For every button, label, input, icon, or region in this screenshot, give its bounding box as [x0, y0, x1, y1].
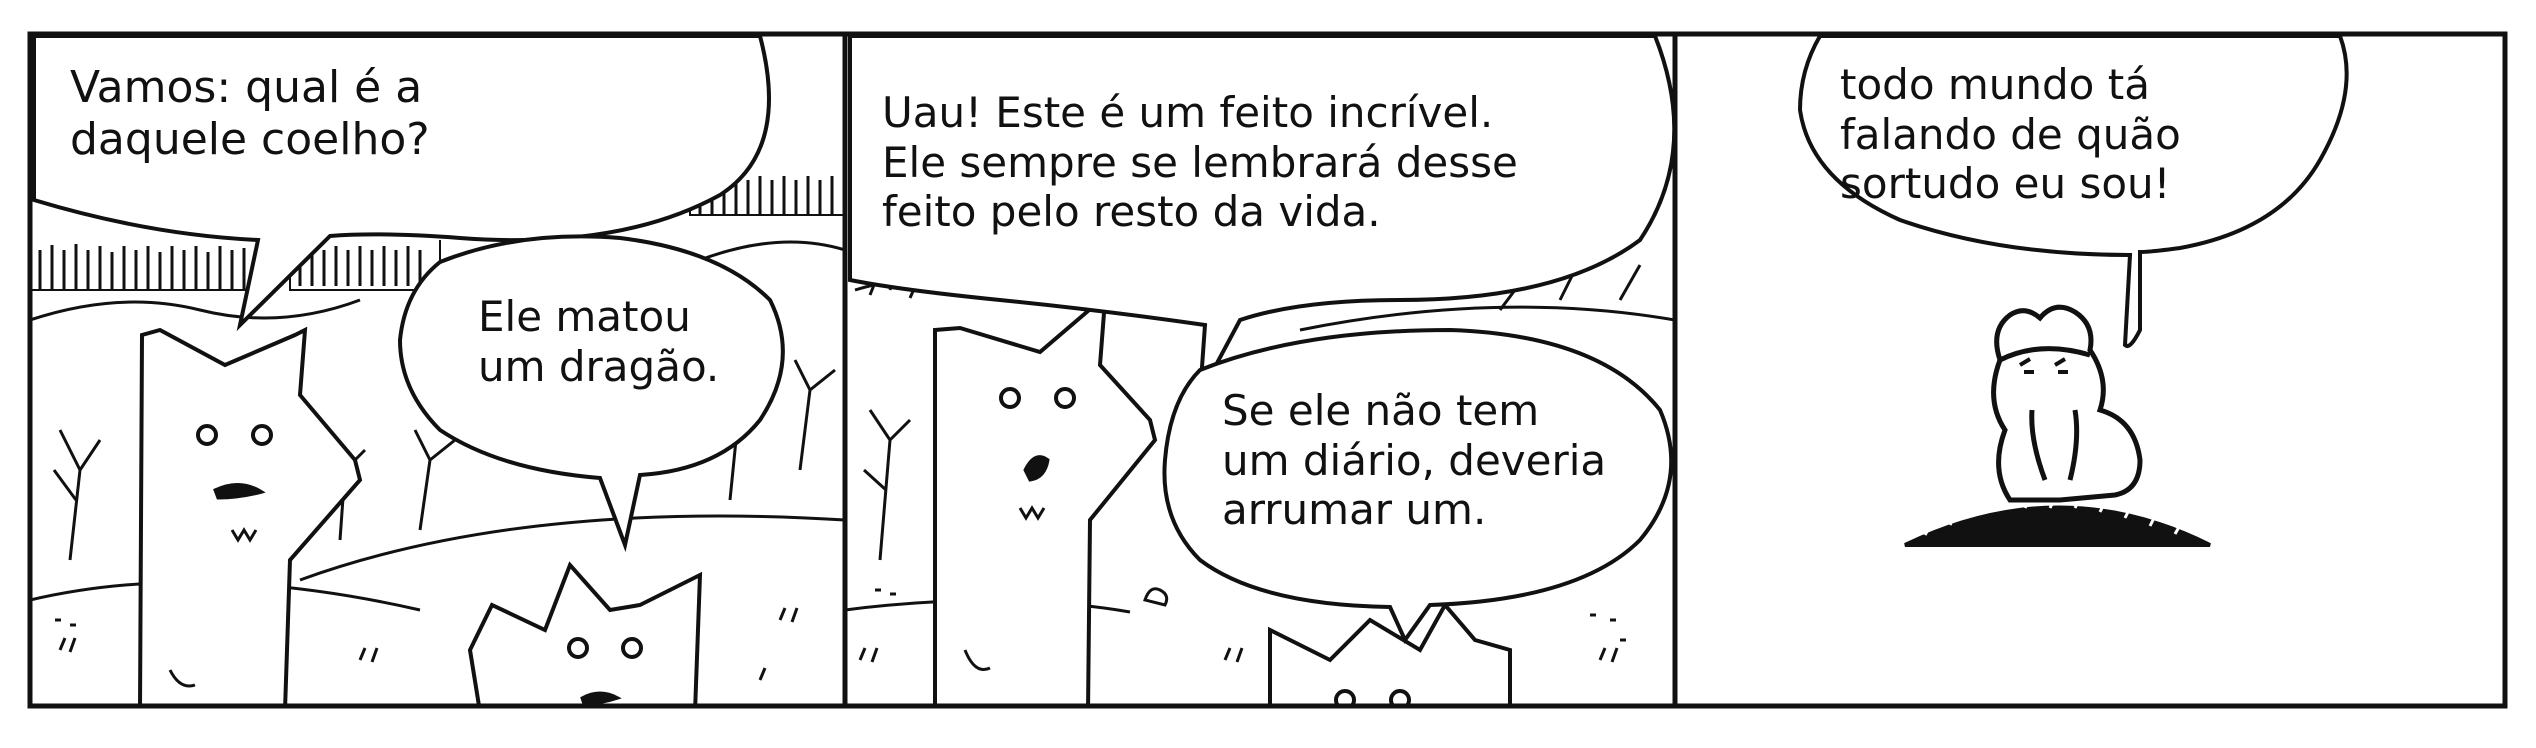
bubble-2-text: Ele matou um dragão. [478, 292, 720, 391]
bubble-5-text: todo mundo tá falando de quão sortudo eu sou! [1840, 60, 2181, 209]
bubble-4-text: Se ele não tem um diário, deveria arrumar um. [1222, 386, 1607, 535]
bubble-3-text: Uau! Este é um feito incrível. Ele sempre se lembrará desse feito pelo resto da vida. [882, 88, 1518, 237]
bubble-1-text: Vamos: qual é a daquele coelho? [70, 62, 430, 165]
